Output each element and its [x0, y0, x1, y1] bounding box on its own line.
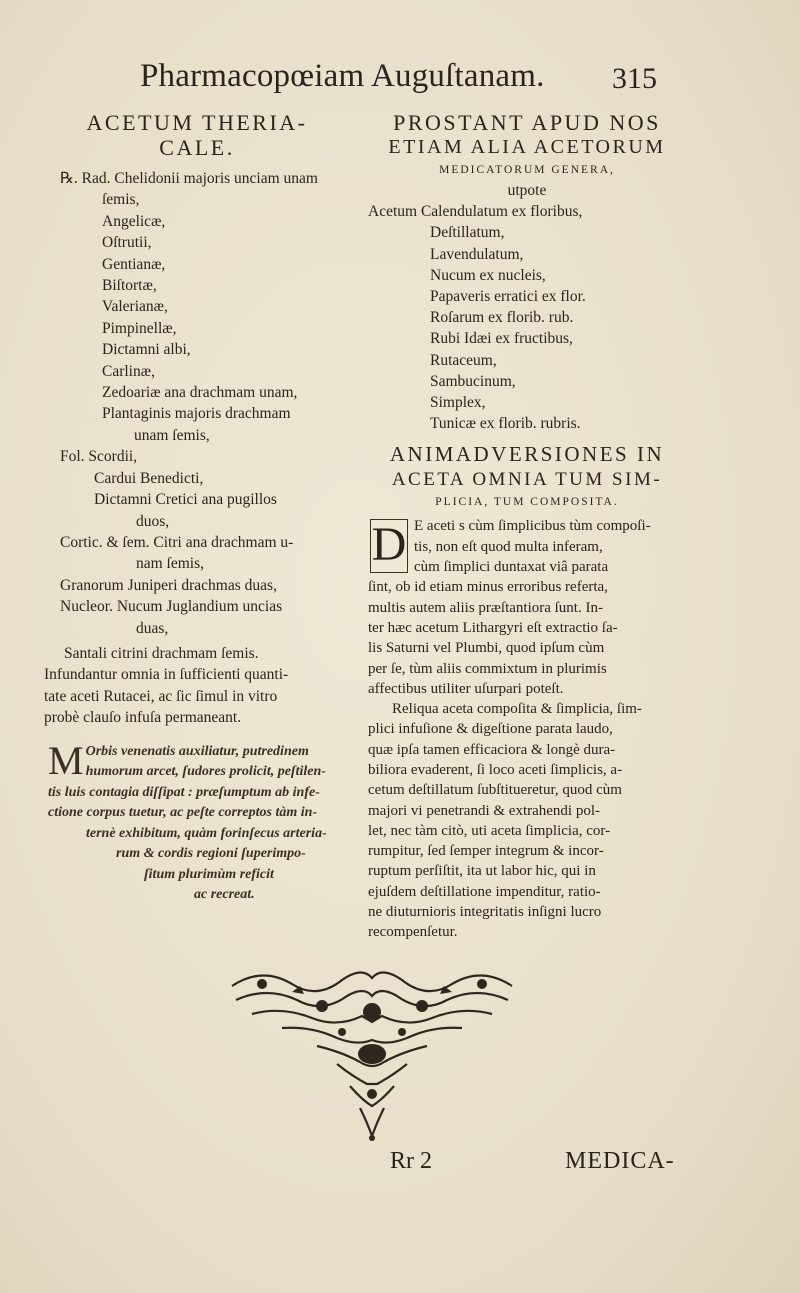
para-line: tis, non eſt quod multa inferam, — [414, 538, 603, 555]
instruction-line: probè clauſo infuſa permaneant. — [44, 708, 242, 726]
para-line: ruptum perſiſtit, ita ut labor hic, qui in — [368, 863, 596, 880]
recipe-line: Plantaginis majoris drachmam — [102, 405, 291, 423]
remark-line: tis luis contagia diſſipat : præſumptum ab infe- — [48, 784, 320, 800]
left-column — [38, 110, 356, 906]
commentary-paragraph-1 — [368, 516, 686, 699]
running-title: Pharmacopœiam Auguſtanam. — [140, 58, 545, 94]
left-heading-line1: ACETUM THERIA- — [86, 110, 308, 135]
recipe-line: Carlinæ, — [102, 362, 155, 380]
right-heading-line3: MEDICATORUM GENERA, — [439, 164, 615, 176]
recipe-line: duas, — [136, 619, 169, 637]
para-line: lis Saturni vel Plumbi, quod ipſum cùm — [368, 640, 605, 657]
para-line: biliora evaderent, ſi loco aceti ſimplicis, a- — [368, 762, 623, 778]
recipe-line: Valerianæ, — [102, 298, 168, 316]
para-line: ejuſdem deſtillatione impenditur, ratio- — [368, 883, 601, 900]
para-line: ne diuturnioris integritatis inſigni lucro — [368, 904, 602, 921]
recipe-line: Dictamni albi, — [102, 341, 191, 359]
recipe-line: Cortic. & ſem. Citri ana drachmam u- — [60, 533, 294, 551]
right-heading-line4: utpote — [507, 182, 547, 199]
list-item: Simplex, — [430, 394, 486, 412]
tailpiece-ornament-icon — [222, 966, 522, 1144]
list-item: Nucum ex nucleis, — [430, 266, 546, 284]
animadversiones-heading-line1: ANIMADVERSIONES IN — [389, 442, 665, 467]
remark-line: ctione corpus tuetur, ac peſte correptos tàm in- — [48, 805, 318, 821]
recipe-line: Biſtortæ, — [102, 277, 157, 295]
recipe-line: Santali citrini drachmam ſemis. — [64, 644, 259, 662]
infusion-instructions — [38, 664, 356, 728]
list-item: Rutaceum, — [430, 351, 497, 369]
para-line: quæ ipſa tamen efficaciora & longè dura- — [368, 741, 616, 758]
list-item: Tunicæ ex florib. rubris. — [430, 415, 581, 433]
para-line: cùm ſimplici duntaxat viâ parata — [414, 559, 609, 576]
signature-mark: Rr 2 — [390, 1148, 432, 1174]
para-line: plici infuſione & digeſtione parata laudo, — [368, 721, 613, 738]
remark-initial: M — [48, 737, 84, 783]
recipe-line: Gentianæ, — [102, 255, 166, 273]
remark-line: ac recreat. — [194, 887, 255, 903]
para-line: per ſe, tùm aliis commixtum in plurimis — [368, 660, 607, 677]
recipe-line: Nucleor. Nucum Juglandium uncias — [60, 598, 283, 616]
para-line: ter hæc acetum Lithargyri eſt extractio ſa- — [368, 619, 618, 636]
commentary-paragraph-2 — [368, 699, 686, 943]
recipe-line: Dictamni Cretici ana pugillos — [94, 491, 277, 509]
list-item: Acetum Calendulatum ex floribus, — [368, 203, 583, 221]
remark-line: ternè exhibitum, quàm forinſecus arteria- — [86, 825, 327, 841]
page-number: 315 — [612, 62, 657, 95]
list-item: Rubi Idæi ex fructibus, — [430, 330, 573, 348]
para-line: affectibus utiliter uſurpari poteſt. — [368, 680, 564, 697]
virtues-paragraph — [38, 737, 356, 906]
recipe-line: Oſtrutii, — [102, 234, 152, 252]
recipe-line: ſemis, — [102, 191, 140, 209]
animadversiones-heading-line2: ACETA OMNIA TUM SIM- — [391, 469, 663, 491]
left-heading-line2: CALE. — [159, 135, 235, 160]
remark-line: rum & cordis regioni ſuperimpo- — [116, 846, 306, 862]
vinegar-list — [368, 201, 686, 434]
recipe-line: Zedoariæ ana drachmam unam, — [102, 384, 298, 402]
para-line: E aceti s cùm ſimplicibus tùm compoſi- — [414, 518, 651, 535]
catchword: MEDICA- — [565, 1148, 675, 1174]
right-column — [368, 110, 686, 943]
drop-cap: D — [371, 518, 407, 572]
para-line: rumpitur, ſed ſemper integrum & incor- — [368, 843, 604, 860]
remark-line: ſitum plurimùm reficit — [144, 866, 274, 882]
recipe-line: Fol. Scordii, — [60, 448, 138, 466]
list-item: Papaveris erratici ex flor. — [430, 288, 586, 306]
remark-line: Orbis venenatis auxiliatur, putredinem — [85, 743, 309, 759]
right-heading-line1: PROSTANT APUD NOS — [393, 110, 661, 135]
animadversiones-heading-line3: PLICIA, TUM COMPOSITA. — [435, 496, 619, 509]
recipe-line: nam ſemis, — [136, 555, 205, 573]
recipe-list — [38, 168, 356, 664]
instruction-line: tate aceti Rutacei, ac ſic ſimul in vitro — [44, 687, 278, 705]
recipe-line: unam ſemis, — [134, 426, 210, 444]
recipe-line: Angelicæ, — [102, 212, 166, 230]
para-line: let, nec tàm citò, uti aceta ſimplicia, cor- — [368, 822, 611, 839]
remark-line: humorum arcet, ſudores prolicit, peſtilen- — [85, 764, 326, 780]
instruction-line: Infundantur omnia in ſufficienti quanti- — [44, 666, 289, 684]
right-heading-line2: ETIAM ALIA ACETORUM — [388, 136, 666, 158]
recipe-line: Pimpinellæ, — [102, 319, 177, 337]
para-line: recompenſetur. — [368, 924, 458, 941]
para-line: majori vi penetrandi & extrahendi pol- — [368, 802, 601, 819]
para-line: Reliqua aceta compoſita & ſimplicia, ſim- — [392, 701, 642, 718]
para-line: multis autem aliis præſtantiora ſunt. In- — [368, 599, 603, 616]
list-item: Lavendulatum, — [430, 245, 524, 263]
list-item: Sambucinum, — [430, 372, 516, 390]
recipe-line: ℞. Rad. Chelidonii majoris unciam unam — [60, 170, 318, 187]
para-line: cetum deſtillatum ſubſtitueretur, quod cùm — [368, 782, 622, 799]
list-item: Deſtillatum, — [430, 224, 505, 242]
recipe-line: duos, — [136, 512, 170, 530]
para-line: ſint, ob id etiam minus erroribus referta, — [368, 579, 608, 596]
recipe-line: Cardui Benedicti, — [94, 469, 204, 487]
recipe-line: Granorum Juniperi drachmas duas, — [60, 576, 277, 594]
list-item: Roſarum ex florib. rub. — [430, 309, 574, 327]
